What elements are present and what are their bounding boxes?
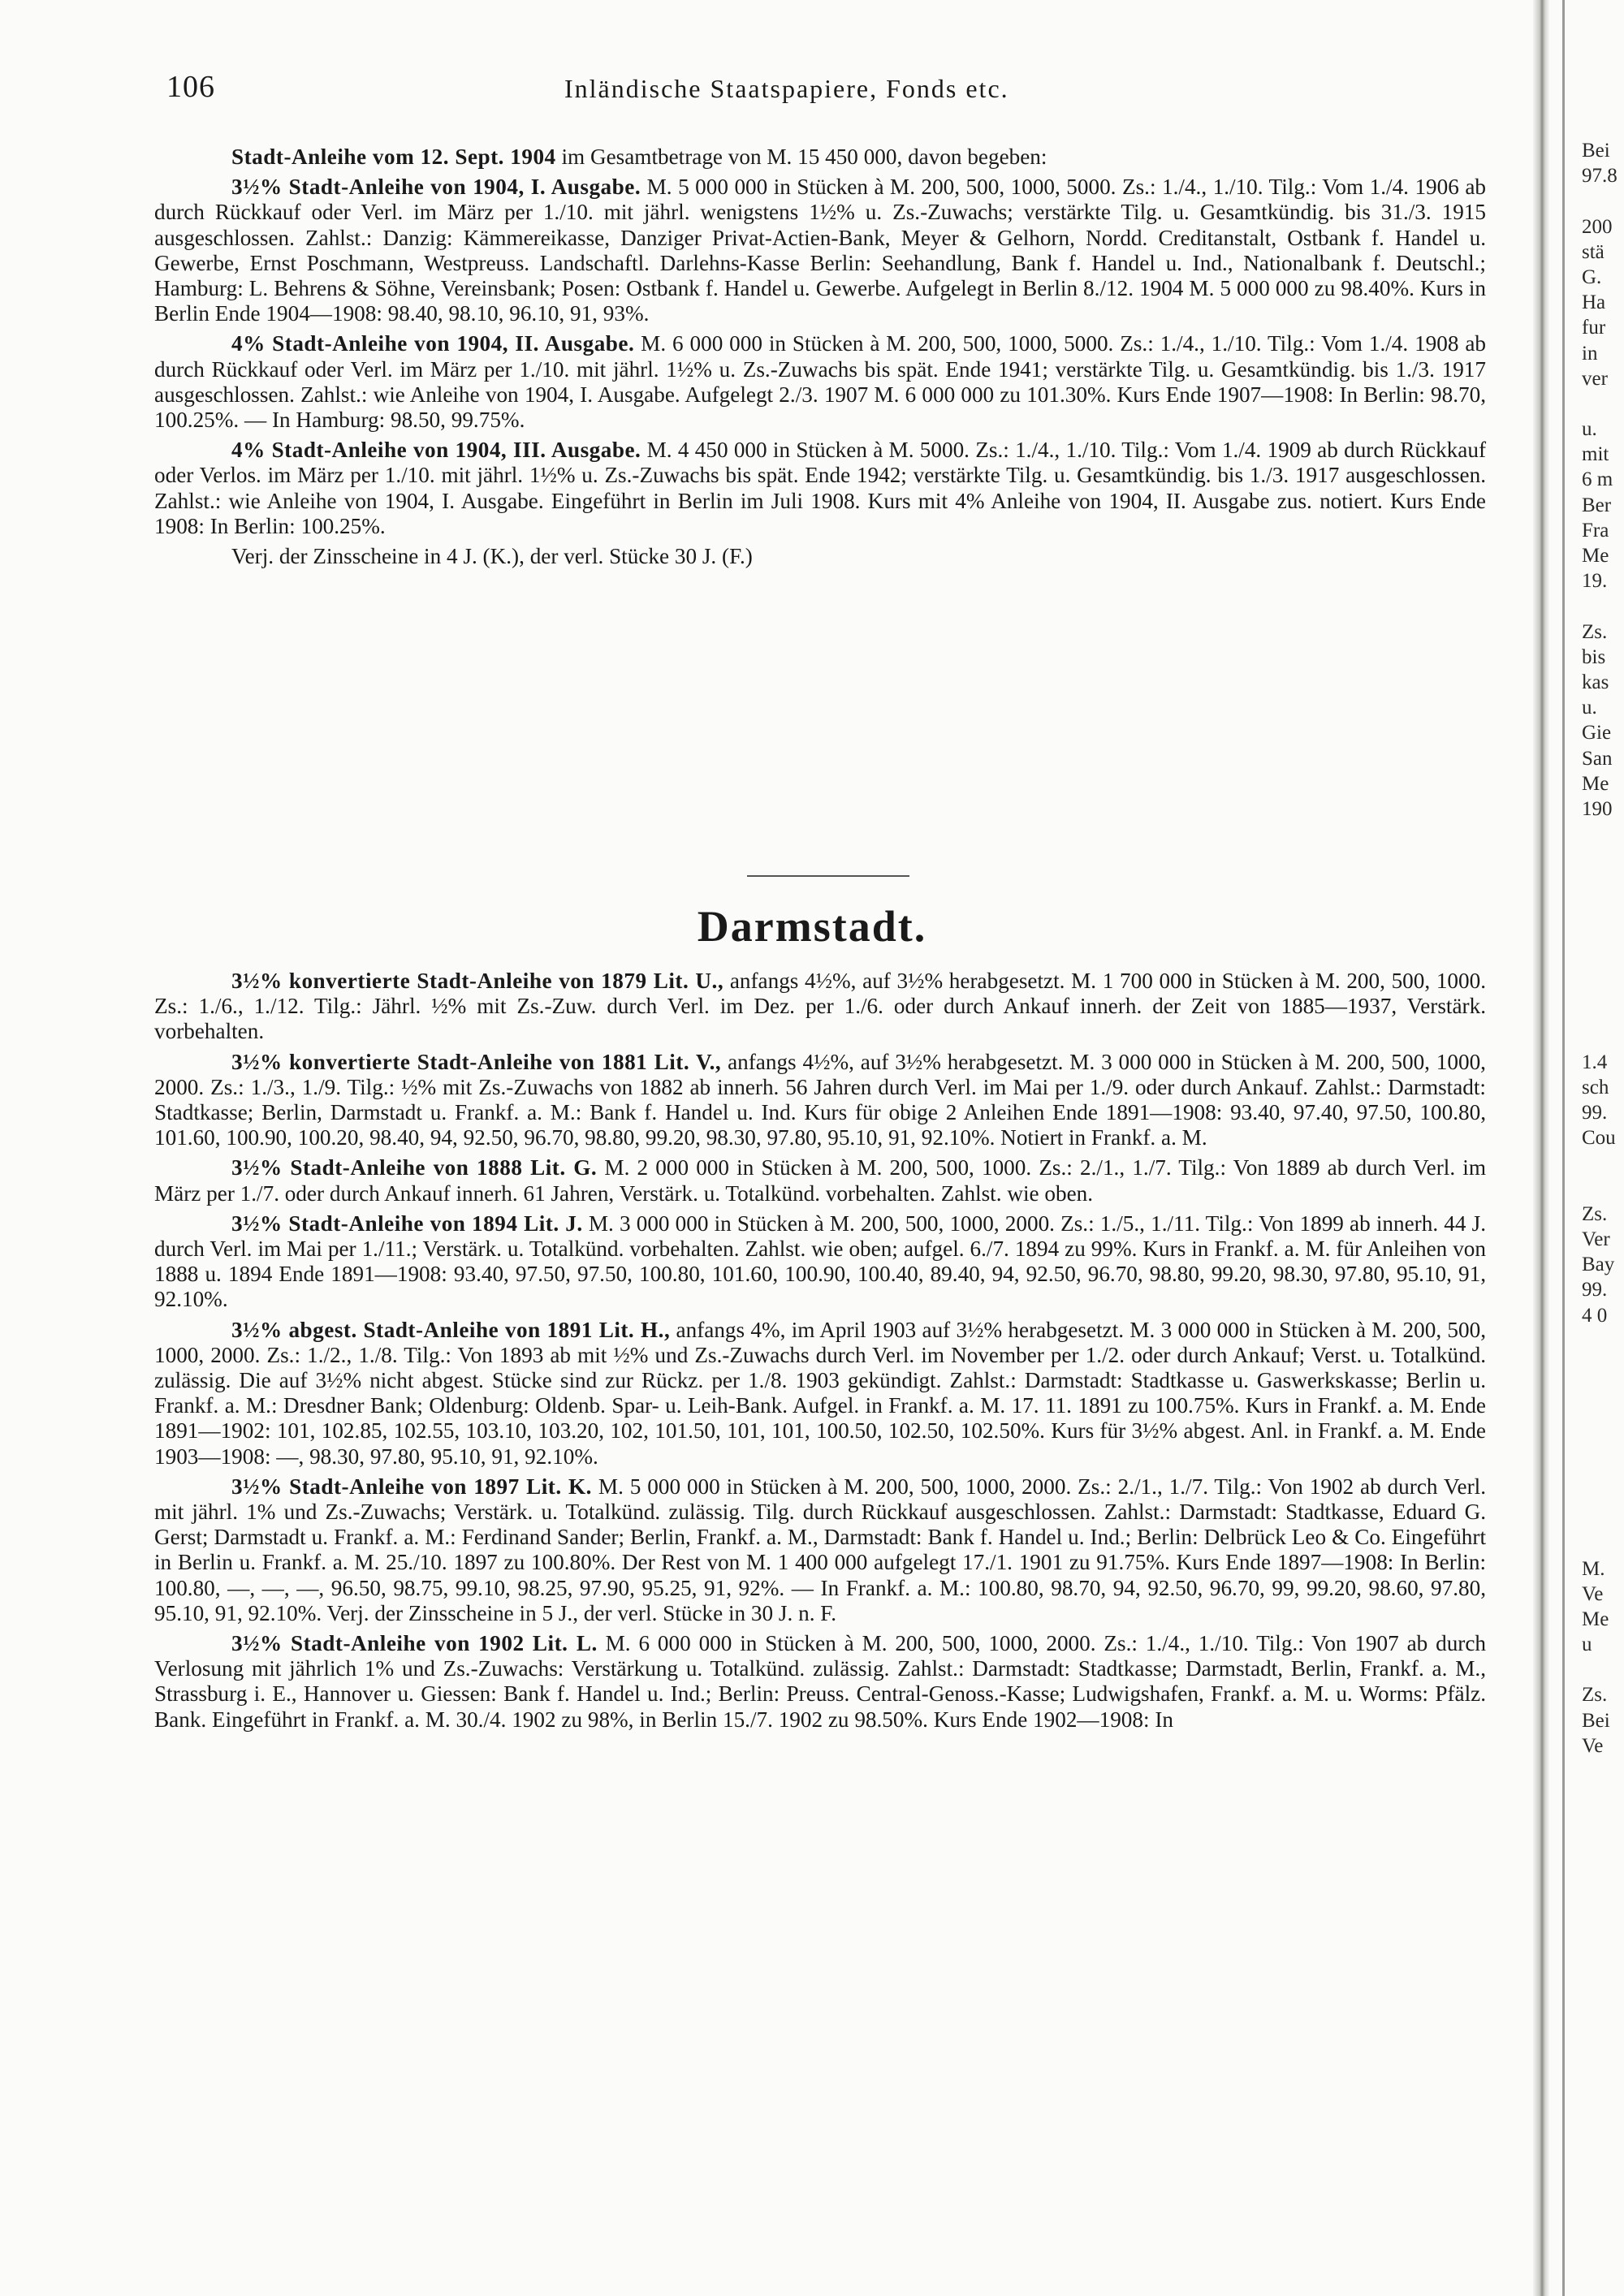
margin-fragment: Zs. — [1582, 1202, 1608, 1225]
paragraph-text: M. 2 000 000 in Stücken à M. 200, 500, 1000. Zs.: 2./1., 1./7. Tilg.: Von 1889 ab durch Verl. im März per 1./7. oder durch Ankauf innerh. 61 Jahren, Verstärk. u. Totalkünd. vorbehalten. Zahlst. wie oben. — [154, 1155, 1486, 1206]
margin-fragment: Zs. — [1582, 620, 1608, 643]
paragraph — [154, 331, 1486, 433]
page-header — [166, 69, 1498, 118]
margin-fragment — [1582, 898, 1624, 923]
paragraph-text: M. 3 000 000 in Stücken à M. 200, 500, 1000, 2000. Zs.: 1./5., 1./11. Tilg.: Von 1899 ab innerh. 44 J. durch Verl. im Mai per 1./11.; Verstärk. u. Totalkünd. vorbehalten. Zahlst. wie oben; aufgel. 6./7. 1894 zu 99%. Kurs in Frankf. a. M. für Anleihen von 1888 u. 1894 Ende 1891—1908: 93.40, 97.50, 97.50, 100.80, 101.60, 100.90, 100.40, 89.40, 94, 92.50, 96.70, 98.80, 99.20, 98.30, 97.80, 95.10, 91, 92.10%. — [154, 1211, 1486, 1312]
section-heading: Darmstadt. — [697, 902, 927, 951]
paragraph-text: anfangs 4%, im April 1903 auf 3½% herabgesetzt. M. 3 000 000 in Stücken à M. 200, 500, 1000, 2000. Zs.: 1./2., 1./8. Tilg.: Von 1893 ab mit ½% und Zs.-Zuwachs durch Verl. im November per 1./2. oder durch Ankauf; Verst. u. Totalkünd. zulässig. Die auf 3½% nicht abgest. Stücke sind zur Rückz. per 1./8. 1903 gekündigt. Zahlst.: Darmstadt: Stadtkasse u. Gaswerkskasse; Berlin u. Frankf. a. M.: Dresdner Bank; Oldenburg: Oldenb. Spar- u. Leih-Bank. Aufgel. in Frankf. a. M. 17. 11. 1891 zu 100.75%. Kurs in Frankf. a. M. Ende 1891—1902: 101, 102.85, 102.55, 103.10, 103.20, 102, 101.50, 101, 101, 100.50, 102.50, 102.50%. Kurs für 3½% abgest. Anl. in Frankf. a. M. Ende 1903—1908: —, 98.30, 97.80, 95.10, 91, 92.10%. — [154, 1317, 1486, 1469]
margin-fragment: 99. — [1582, 1279, 1608, 1301]
paragraph-text: M. 6 000 000 in Stücken à M. 200, 500, 1000, 2000. Zs.: 1./4., 1./10. Tilg.: Von 1907 ab durch Verlosung mit jährlich 1% und Zs.-Zuwachs: Verstärkung u. Totalkünd. zulässig. Zahlst.: Darmstadt: Stadtkasse; Darmstadt, Berlin, Frankf. a. M., Strassburg i. E., Hannover u. Giessen: Bank f. Handel u. Ind.; Berlin: Preuss. Central-Genoss.-Kasse; Ludwigshafen, Frankf. a. M. u. Worms: Pfälz. Bank. Eingeführt in Frankf. a. M. 30./4. 1902 zu 98%, in Berlin 15./7. 1902 zu 98.50%. Kurs Ende 1902—1908: In — [154, 1631, 1487, 1732]
paragraph — [154, 1631, 1486, 1733]
margin-fragment: bis — [1582, 645, 1606, 668]
margin-fragment — [1582, 1657, 1624, 1682]
margin-fragment: u. — [1582, 697, 1597, 719]
paragraph — [154, 145, 1486, 170]
margin-fragment — [1582, 391, 1624, 416]
paragraph-text: im Gesamtbetrage von M. 15 450 000, davon begeben: — [555, 145, 1047, 169]
margin-fragment — [1582, 188, 1624, 214]
loan-title: 4% Stadt-Anleihe von 1904, II. Ausgabe. — [231, 331, 635, 356]
margin-fragment: 1.4 — [1582, 1051, 1608, 1073]
margin-fragment: 19. — [1582, 570, 1608, 593]
margin-fragment: ver — [1582, 367, 1608, 390]
loan-title: 3½% Stadt-Anleihe von 1904, I. Ausgabe. — [231, 175, 641, 200]
margin-fragment — [1582, 1379, 1624, 1404]
paragraph-text: anfangs 4½%, auf 3½% herabgesetzt. M. 1 700 000 in Stücken à M. 200, 500, 1000. Zs.: 1./6., 1./12. Tilg.: Jährl. ½% mit Zs.-Zuw. durch Verl. im Dez. per 1./6. oder durch Ankauf innerh. der Zeit von 1885—1937, Verstärk. vorbehalten. — [154, 969, 1486, 1044]
margin-fragment: sch — [1582, 1076, 1609, 1098]
loan-title: 3½% Stadt-Anleihe von 1897 Lit. K. — [231, 1474, 592, 1499]
page-number: 106 — [166, 70, 215, 104]
margin-fragment: Ve — [1582, 1734, 1604, 1757]
margin-fragment: 200 — [1582, 215, 1613, 238]
paragraph-text: M. 5 000 000 in Stücken à M. 200, 500, 1000, 5000. Zs.: 1./4., 1./10. Tilg.: Vom 1./4. 1906 ab durch Rückkauf oder Verl. im März per 1./10. mit jährl. wenigstens 1½% u. Zs.-Zuwachs; verstärkte Tilg. u. Gesamtkündig. bis 31./3. 1915 ausgeschlossen. Zahlst.: Danzig: Kämmereikasse, Danziger Privat-Actien-Bank, Meyer & Gelhorn, Nordd. Creditanstalt, Ostbank f. Handel u. Gewerbe, Ernst Poschmann, Westpreuss. Landschaftl. Darlehns-Kasse Berlin: Seehandlung, Bank f. Handel u. Ind., Nationalbank f. Deutschl.; Hamburg: L. Behrens & Söhne, Vereinsbank; Posen: Ostbank f. Handel u. Gewerbe. Aufgelegt in Berlin 8./12. 1904 M. 5 000 000 zu 98.40%. Kurs in Berlin Ende 1904—1908: 98.40, 98.10, 96.10, 91, 93%. — [154, 175, 1486, 326]
margin-fragment: 190 — [1582, 797, 1613, 820]
margin-fragment: Bay — [1582, 1254, 1615, 1276]
danzig-section — [154, 145, 1486, 574]
margin-fragment: Ve — [1582, 1582, 1604, 1605]
margin-fragment: stä — [1582, 240, 1605, 263]
paragraph — [154, 1318, 1486, 1470]
paragraph-text: Verj. der Zinsscheine in 4 J. (K.), der verl. Stücke 30 J. (F.) — [231, 544, 753, 569]
loan-title: 3½% Stadt-Anleihe von 1888 Lit. G. — [231, 1155, 598, 1180]
margin-fragment: fur — [1582, 317, 1606, 339]
margin-fragment — [1582, 1455, 1624, 1480]
margin-fragment — [1582, 1480, 1624, 1505]
loan-title: Stadt-Anleihe vom 12. Sept. 1904 — [231, 145, 556, 169]
paragraph-text: anfangs 4½%, auf 3½% herabgesetzt. M. 3 000 000 in Stücken à M. 200, 500, 1000, 2000. Zs.: 1./3., 1./9. Tilg.: ½% mit Zs.-Zuwachs von 1882 ab innerh. 56 Jahren durch Verl. im Mai per 1./9. oder durch Ankauf. Zahlst.: Darmstadt: Stadtkasse; Berlin, Darmstadt u. Frankf. a. M.: Bank f. Handel u. Ind. Kurs für obige 2 Anleihen Ende 1891—1908: 93.40, 97.40, 97.50, 100.80, 101.60, 100.90, 100.20, 98.40, 94, 92.50, 96.70, 98.80, 99.20, 98.30, 97.80, 95.10, 91, 92.10%. Notiert in Frankf. a. M. — [154, 1049, 1486, 1150]
margin-fragment: Cou — [1582, 1127, 1616, 1150]
margin-fragment: San — [1582, 747, 1613, 770]
darmstadt-section — [154, 969, 1486, 1737]
margin-fragment — [1582, 593, 1624, 619]
margin-fragment — [1582, 1151, 1624, 1176]
margin-fragment: u — [1582, 1634, 1592, 1656]
section-divider — [747, 875, 909, 877]
paragraph-text: M. 6 000 000 in Stücken à M. 200, 500, 1000, 5000. Zs.: 1./4., 1./10. Tilg.: Vom 1./4. 1908 ab durch Rückkauf oder Verl. im März per 1./10. mit jährl. 1½% u. Zs.-Zuwachs bis spät. Ende 1941; verstärkte Tilg. u. Gesamtkündig. bis 1./3. 1917 ausgeschlossen. Zahlst.: wie Anleihe von 1904, I. Ausgabe. Aufgelegt 2./3. 1907 M. 6 000 000 zu 101.30%. Kurs Ende 1907—1908: In Berlin: 98.70, 100.25%. — In Hamburg: 98.50, 99.75%. — [154, 331, 1486, 433]
margin-fragment: Me — [1582, 1608, 1609, 1630]
margin-fragment: u. — [1582, 418, 1597, 441]
margin-fragment: Me — [1582, 772, 1609, 795]
loan-title: 3½% Stadt-Anleihe von 1894 Lit. J. — [231, 1211, 583, 1236]
margin-fragment: kas — [1582, 671, 1609, 693]
margin-fragment: Zs. — [1582, 1684, 1608, 1707]
book-gutter — [1533, 0, 1549, 2296]
margin-fragment: Ha — [1582, 291, 1606, 314]
margin-fragment: G. — [1582, 265, 1602, 288]
margin-fragment — [1582, 1430, 1624, 1455]
margin-fragment: 97.8 — [1582, 165, 1618, 188]
margin-fragment — [1582, 1025, 1624, 1050]
page-edge — [1562, 0, 1565, 2296]
paragraph — [154, 969, 1486, 1045]
margin-fragment: 4 0 — [1582, 1304, 1608, 1327]
margin-fragment — [1582, 948, 1624, 973]
paragraph — [154, 1155, 1486, 1206]
adjacent-page-fragments — [1582, 138, 1624, 2296]
margin-fragment: Me — [1582, 545, 1609, 567]
margin-fragment: 99. — [1582, 1102, 1608, 1124]
margin-fragment: Bei — [1582, 1709, 1610, 1732]
paragraph — [154, 544, 1486, 569]
margin-fragment — [1582, 847, 1624, 872]
margin-fragment: Bei — [1582, 140, 1610, 162]
paragraph — [154, 1474, 1486, 1626]
paragraph — [154, 1211, 1486, 1313]
margin-fragment: 6 m — [1582, 468, 1613, 491]
margin-fragment — [1582, 1530, 1624, 1556]
paragraph-text: M. 4 450 000 in Stücken à M. 5000. Zs.: 1./4., 1./10. Tilg.: Vom 1./4. 1909 ab durch Rückkauf oder Verlos. im März per 1./10. mit jährl. 1½% u. Zs.-Zuwachs bis spät. Ende 1942; verstärkte Tilg. u. Gesamtkündig. bis 1./3. 1917 ausgeschlossen. Zahlst.: wie Anleihe von 1904, I. Ausgabe. Eingeführt in Berlin im Juli 1908. Kurs mit 4% Anleihe von 1904, II. Ausgabe zus. notiert. Kurs Ende 1908: In Berlin: 100.25%. — [154, 438, 1486, 538]
loan-title: 3½% Stadt-Anleihe von 1902 Lit. L. — [231, 1631, 598, 1656]
margin-fragment: in — [1582, 342, 1598, 365]
margin-fragment — [1582, 1353, 1624, 1379]
margin-fragment — [1582, 822, 1624, 847]
margin-fragment — [1582, 872, 1624, 897]
margin-fragment: Ver — [1582, 1228, 1610, 1251]
loan-title: 3½% abgest. Stadt-Anleihe von 1891 Lit. H., — [231, 1317, 671, 1342]
margin-fragment: mit — [1582, 443, 1609, 466]
margin-fragment — [1582, 1505, 1624, 1530]
loan-title: 4% Stadt-Anleihe von 1904, III. Ausgabe. — [231, 438, 641, 463]
margin-fragment — [1582, 1404, 1624, 1429]
loan-title: 3½% konvertierte Stadt-Anleihe von 1879 Lit. U., — [231, 969, 724, 993]
margin-fragment: M. — [1582, 1557, 1605, 1580]
paragraph-text: M. 5 000 000 in Stücken à M. 200, 500, 1000, 2000. Zs.: 2./1., 1./7. Tilg.: Von 1902 ab durch Verl. mit jährl. 1% und Zs.-Zuwachs; Verstärk. u. Totalkünd. zulässig. Tilg. durch Rückkauf ausgeschlossen. Zahlst.: Darmstadt: Stadtkasse, Eduard G. Gerst; Darmstadt u. Frankf. a. M.: Ferdinand Sander; Berlin, Frankf. a. M., Darmstadt: Bank f. Handel u. Ind.; Berlin: Delbrück Leo & Co. Eingeführt in Berlin u. Frankf. a. M. 25./10. 1897 zu 100.80%. Der Rest von M. 1 400 000 aufgelegt 17./1. 1901 zu 91.75%. Kurs Ende 1897—1908: In Berlin: 100.80, —, —, —, 96.50, 98.75, 99.10, 98.25, 97.90, 95.25, 91, 92%. — In Frankf. a. M.: 100.80, 98.70, 94, 92.50, 96.70, 99, 99.20, 98.60, 97.80, 95.10, 91, 92.10%. Verj. der Zinsscheine in 5 J., der verl. Stücke in 30 J. n. F. — [154, 1474, 1486, 1625]
running-title: Inländische Staatspapiere, Fonds etc. — [564, 74, 1009, 103]
loan-title: 3½% konvertierte Stadt-Anleihe von 1881 Lit. V., — [231, 1049, 722, 1074]
paragraph — [154, 438, 1486, 539]
margin-fragment: Gie — [1582, 722, 1612, 744]
margin-fragment: Ber — [1582, 494, 1612, 516]
margin-fragment — [1582, 973, 1624, 999]
paragraph — [154, 175, 1486, 326]
margin-fragment — [1582, 999, 1624, 1024]
margin-fragment — [1582, 1328, 1624, 1353]
paragraph — [154, 1050, 1486, 1151]
margin-fragment — [1582, 923, 1624, 948]
margin-fragment — [1582, 1176, 1624, 1202]
margin-fragment: Fra — [1582, 519, 1609, 542]
